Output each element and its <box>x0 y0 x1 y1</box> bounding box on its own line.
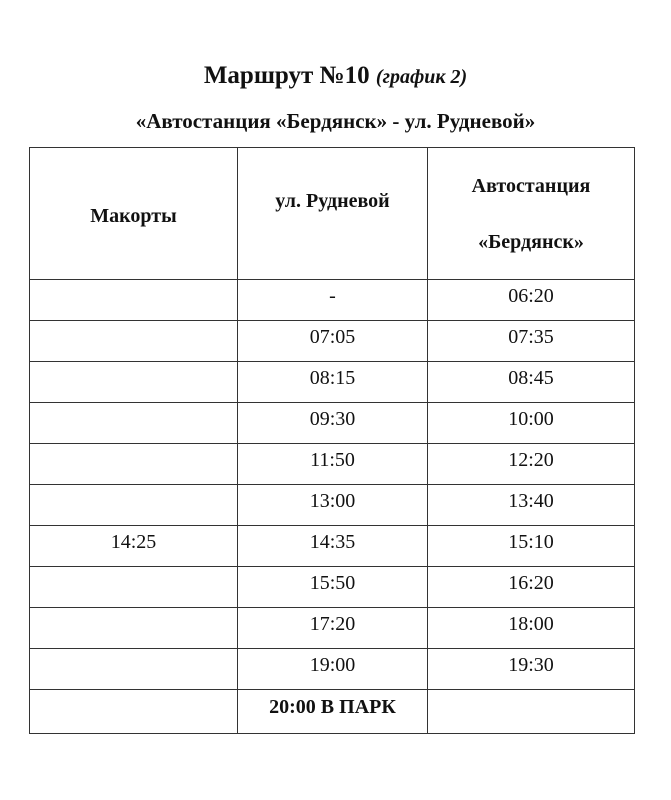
time-cell-avtostanciya: 19:30 <box>428 649 635 690</box>
schedule-body <box>30 280 635 734</box>
final-cell-avtostanciya <box>428 690 635 734</box>
table-row <box>30 321 635 362</box>
time-cell-rudnevoy: - <box>238 280 428 321</box>
header-rudnevoy-label: ул. Рудневой <box>275 189 390 212</box>
header-makorty <box>30 148 238 280</box>
time-cell-makorty <box>30 403 238 444</box>
time-cell-avtostanciya: 12:20 <box>428 444 635 485</box>
header-makorty-label: Макорты <box>90 204 177 227</box>
time-cell-makorty <box>30 444 238 485</box>
time-cell-makorty <box>30 649 238 690</box>
schedule-table <box>29 147 635 734</box>
route-title: Маршрут №10 <box>203 62 370 89</box>
time-cell-makorty <box>30 567 238 608</box>
time-cell-rudnevoy: 15:50 <box>238 567 428 608</box>
header-row <box>30 148 635 280</box>
table-row <box>30 649 635 690</box>
time-cell-avtostanciya: 07:35 <box>428 321 635 362</box>
final-row <box>30 690 635 734</box>
time-cell-rudnevoy: 19:00 <box>238 649 428 690</box>
time-cell-rudnevoy: 08:15 <box>238 362 428 403</box>
header-avtostanciya-line1: Автостанция <box>471 174 591 197</box>
time-cell-rudnevoy: 17:20 <box>238 608 428 649</box>
time-cell-avtostanciya: 06:20 <box>428 280 635 321</box>
table-row <box>30 567 635 608</box>
time-cell-rudnevoy: 11:50 <box>238 444 428 485</box>
table-row <box>30 485 635 526</box>
time-cell-makorty <box>30 608 238 649</box>
time-cell-makorty: 14:25 <box>30 526 238 567</box>
time-cell-makorty <box>30 485 238 526</box>
table-row <box>30 526 635 567</box>
table-row <box>30 608 635 649</box>
header-rudnevoy <box>238 148 428 280</box>
route-subtitle: «Автостанция «Бердянск» - ул. Рудневой» <box>135 109 536 133</box>
time-cell-avtostanciya: 08:45 <box>428 362 635 403</box>
schedule-note: (график 2) <box>375 66 468 88</box>
final-cell-park: 20:00 В ПАРК <box>238 690 428 734</box>
time-cell-avtostanciya: 16:20 <box>428 567 635 608</box>
time-cell-rudnevoy: 13:00 <box>238 485 428 526</box>
header-avtostanciya-line2: «Бердянск» <box>478 230 584 253</box>
time-cell-makorty <box>30 321 238 362</box>
time-cell-makorty <box>30 362 238 403</box>
time-cell-rudnevoy: 14:35 <box>238 526 428 567</box>
header-avtostanciya <box>428 148 635 280</box>
table-row <box>30 444 635 485</box>
table-row <box>30 280 635 321</box>
time-cell-rudnevoy: 07:05 <box>238 321 428 362</box>
final-cell-makorty <box>30 690 238 734</box>
time-cell-makorty <box>30 280 238 321</box>
time-cell-avtostanciya: 18:00 <box>428 608 635 649</box>
table-row <box>30 403 635 444</box>
time-cell-avtostanciya: 10:00 <box>428 403 635 444</box>
table-row <box>30 362 635 403</box>
time-cell-rudnevoy: 09:30 <box>238 403 428 444</box>
time-cell-avtostanciya: 15:10 <box>428 526 635 567</box>
time-cell-avtostanciya: 13:40 <box>428 485 635 526</box>
document-title <box>0 58 671 95</box>
